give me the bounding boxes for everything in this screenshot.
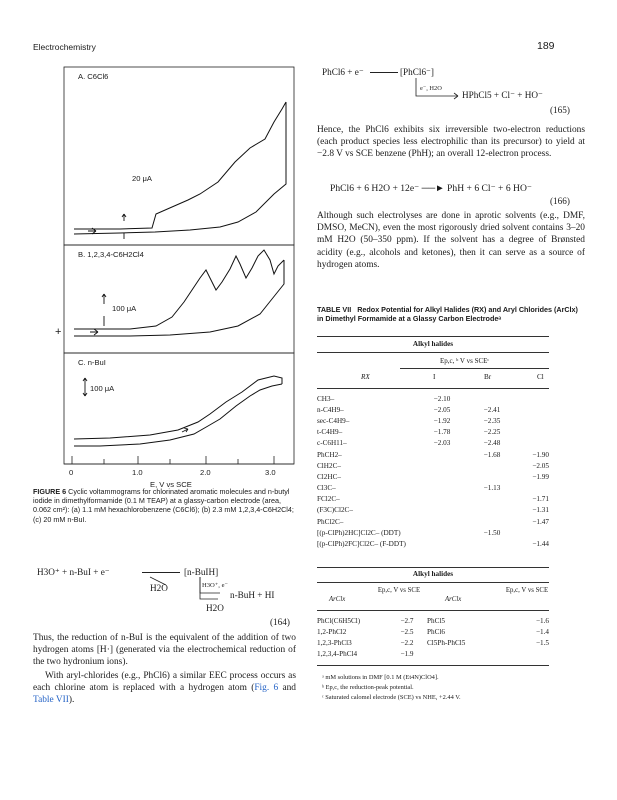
scheme-164-water-a: H2O	[150, 583, 168, 593]
table-cell	[417, 527, 467, 538]
table-rule	[317, 567, 549, 568]
table-top-rule	[317, 336, 549, 337]
table-cell: 1,2,3-PhCl3	[317, 638, 352, 647]
table-cell: −1.44	[532, 540, 549, 549]
panel-b-scale-label: 100 μA	[112, 304, 137, 313]
table-cell	[417, 516, 467, 527]
table-row	[317, 516, 549, 527]
col-header-cl: Cl	[537, 373, 544, 381]
table-cell: FCl2C–	[317, 495, 340, 504]
table-bottom-rule	[317, 665, 549, 666]
scheme-164-reagent: H3O⁺, e⁻	[202, 582, 229, 589]
table-cell: (F3C)Cl2C–	[317, 506, 353, 515]
table-cell: PhCl5	[427, 616, 445, 625]
panel-b-label: B. 1,2,3,4-C6H2Cl4	[78, 250, 144, 259]
table-cell: −1.6	[535, 616, 549, 625]
table-rule	[400, 368, 549, 369]
panel-b-frame	[64, 245, 294, 353]
scheme-164-arrow	[142, 572, 180, 573]
table-row	[317, 615, 549, 626]
table-cell: c-C6H11–	[317, 439, 347, 448]
table-cell: −1.47	[532, 517, 549, 526]
table-cell	[517, 438, 549, 449]
table-cell: −1.31	[532, 506, 549, 515]
panel-a-frame	[64, 67, 294, 245]
equation-166-number: (166)	[550, 196, 570, 206]
table-cell: −2.35	[483, 416, 501, 425]
table-section-aryl: Alkyl halides	[412, 570, 454, 578]
table-cell: PhCl6	[427, 627, 445, 636]
table-cell: PhCH2–	[317, 450, 342, 459]
table-row	[317, 471, 549, 482]
table-cell	[467, 393, 517, 404]
aryl-chlorides-table	[317, 615, 549, 660]
voltammogram-figure	[60, 64, 298, 496]
equation-166: PhCl6 + 6 H2O + 12e⁻ ──► PhH + 6 Cl⁻ + 6 HO⁻	[330, 183, 532, 194]
table-label: TABLE VII	[317, 305, 352, 314]
table-row	[317, 449, 549, 460]
table-cell: −1.50	[483, 528, 501, 537]
scheme-165-product: HPhCl5 + Cl⁻ + HO⁻	[462, 90, 543, 100]
table-row	[317, 505, 549, 516]
table-rule	[317, 582, 549, 583]
paragraph-hexachlorobenzene: Hence, the PhCl6 exhibits six irreversible two-electron reductions (each product species less electrophilic than its precursor) to yield at −2.8 V vs SCE benzene (PhH); an overall 12-electron process.	[317, 125, 585, 160]
table-cell: −1.78	[433, 428, 451, 437]
table-cell	[467, 494, 517, 505]
table-cell: −1.68	[483, 450, 501, 459]
table-cell	[467, 505, 517, 516]
x-tick-label: 0	[69, 468, 74, 477]
panel-b-arrow	[90, 329, 98, 335]
fig-6-link[interactable]: Fig. 6	[254, 683, 279, 694]
table-cell: −1.5	[535, 638, 549, 647]
table-rule	[317, 610, 549, 611]
paragraph-text: With aryl-chlorides (e.g., PhCl6) a similar EEC process occurs as each chlorine atom is replaced with a hydrogen atom (	[33, 671, 296, 694]
x-tick-label: 1.0	[132, 468, 143, 477]
table-cell: ClH2C–	[317, 461, 341, 470]
table-row	[317, 404, 549, 415]
equation-164-number: (164)	[270, 617, 290, 627]
table-cell: PhCl2C–	[317, 517, 344, 526]
table-row	[317, 527, 549, 538]
table-rule	[317, 352, 549, 353]
scheme-164-intermediate: [n-BuIH]	[184, 567, 219, 577]
alkyl-halides-table	[317, 393, 549, 550]
table-cell	[417, 460, 467, 471]
table-cell	[417, 471, 467, 482]
table-row	[317, 427, 549, 438]
table-cell	[467, 516, 517, 527]
col-header-rx: RX	[361, 373, 370, 381]
table-row	[317, 483, 549, 494]
panel-c-scale-bar	[83, 378, 87, 396]
table-cell: −1.90	[532, 450, 549, 459]
table-cell	[517, 393, 549, 404]
x-axis-ticks	[72, 456, 274, 464]
col-header-arclx-2: ArClx	[445, 596, 462, 603]
panel-a-curve	[74, 102, 286, 234]
panel-c-arrow	[182, 428, 188, 432]
table-cell	[467, 460, 517, 471]
table-section-alkyl: Alkyl halides	[412, 340, 454, 348]
table-row	[317, 494, 549, 505]
table-cell: −1.99	[532, 472, 549, 481]
table-cell: Cl2HC–	[317, 472, 341, 481]
table-cell: −2.7	[400, 616, 414, 625]
table-cell	[517, 427, 549, 438]
col-header-i: I	[433, 373, 436, 381]
x-tick-label: 3.0	[265, 468, 276, 477]
table-cell: −1.4	[535, 627, 549, 636]
panel-b-plus-sign: +	[55, 326, 62, 338]
table-cell: Cl3C–	[317, 484, 336, 493]
table-cell: PhCl(C6H5Cl)	[317, 616, 361, 625]
table-rule	[317, 388, 549, 389]
table-row	[317, 637, 549, 648]
table-row	[317, 460, 549, 471]
table-cell: −2.10	[433, 394, 451, 403]
table-cell	[517, 415, 549, 426]
table-cell	[517, 483, 549, 494]
table-footnote-a: ᵃ mM solutions in DMF [0.1 M (Et4N)ClO4].	[322, 674, 439, 681]
page-number: 189	[537, 40, 555, 52]
paragraph-aryl-chlorides	[33, 670, 296, 707]
paragraph-aprotic-solvents: Although such electrolyses are done in aprotic solvents (e.g., DMF, DMSO, MeCN), even the most rigorously dried solvent contains 3–20 mM H2O (50–350 ppm). If the solvent has a degree of Brønsted acidity (e.g., alcohols and ketones), then it can serve as a source of hydrogen atoms.	[317, 211, 585, 270]
col-header-arclx: ArClx	[329, 596, 346, 603]
table-footnote-c: ᶜ Saturated calomel electrode (SCE) vs NHE, +2.44 V.	[322, 694, 461, 701]
table-cell: −2.2	[400, 638, 414, 647]
paragraph-reduction-nbui: Thus, the reduction of n-BuI is the equivalent of the addition of two hydrogen atoms [H·] (generated via the electrochemical reduction of the two hydronium ions).	[33, 633, 296, 668]
table-body-aryl	[317, 615, 549, 660]
table-cell: t-C4H9–	[317, 428, 343, 437]
figure-caption	[33, 487, 296, 524]
table-row	[317, 538, 549, 549]
table-cell: −2.05	[532, 461, 549, 470]
panel-a-scale-bar	[122, 214, 126, 239]
panel-a-scale-label: 20 μA	[132, 174, 152, 183]
panel-a-label: A. C6Cl6	[78, 72, 109, 81]
col-header-epc-2: Ep,c, V vs SCE	[505, 587, 549, 594]
table-cell	[417, 494, 467, 505]
table-cell: [(p-ClPh)2HC]Cl2C– (DDT)	[317, 528, 401, 537]
table-cell	[517, 404, 549, 415]
panel-b-curve	[74, 250, 284, 336]
table-body-alkyl	[317, 393, 549, 550]
table-cell: 1,2,3,4-PhCl4	[317, 650, 358, 659]
table-row	[317, 438, 549, 449]
panel-c-scale-label: 100 μA	[90, 384, 115, 393]
table-cell	[417, 505, 467, 516]
table-cell	[517, 527, 549, 538]
table-subhead: Ep,c, ᵇ V vs SCEᶜ	[440, 357, 490, 365]
table-row	[317, 415, 549, 426]
table-cell: −1.13	[483, 484, 501, 493]
paragraph-text: and	[278, 683, 296, 694]
table-cell	[467, 471, 517, 482]
table-title-text: Redox Potential for Alkyl Halides (RX) and Aryl Chlorides (ArClx) in Dimethyl Formamide at a Glassy Carbon Electrodeᵃ	[317, 305, 578, 323]
table-cell: −2.48	[483, 439, 501, 448]
table-row	[317, 393, 549, 404]
table-cell: Cl5Ph-PhCl5	[427, 638, 466, 647]
table-cell: −2.5	[400, 627, 414, 636]
panel-c-label: C. n-BuI	[78, 358, 106, 367]
table-footnote-b: ᵇ Ep,c, the reduction-peak potential.	[322, 684, 414, 691]
table-cell: [(p-ClPh)2FC]Cl2C– (F-DDT)	[317, 540, 406, 549]
table-row	[317, 626, 549, 637]
table-cell: −2.41	[483, 405, 501, 414]
table-cell: CH3–	[317, 394, 335, 403]
paragraph-text: ).	[68, 695, 75, 706]
table-cell: −1.92	[433, 416, 451, 425]
scheme-165-intermediate: [PhCl6⁻]	[400, 67, 434, 77]
table-cell	[417, 483, 467, 494]
table-row	[317, 649, 549, 660]
equation-165-number: (165)	[550, 105, 570, 115]
table-cell	[417, 538, 467, 549]
scheme-165-reactants: PhCl6 + e⁻	[322, 67, 364, 77]
x-axis-label: E, V vs SCE	[150, 480, 192, 489]
table-cell: n-C4H9–	[317, 405, 344, 414]
caption-label: FIGURE 6	[33, 487, 67, 496]
table-title	[317, 305, 585, 323]
scheme-164-product: n-BuH + HI	[230, 590, 275, 600]
table-cell	[417, 449, 467, 460]
col-header-br: Br	[484, 373, 492, 381]
table-cell: −1.71	[532, 495, 549, 504]
table-cell: sec-C4H9–	[317, 416, 350, 425]
table-cell: −2.25	[483, 428, 501, 437]
table-cell: −2.05	[433, 405, 451, 414]
table-cell: −2.03	[433, 439, 451, 448]
panel-c-frame	[64, 353, 294, 464]
running-title: Electrochemistry	[33, 42, 96, 52]
table-cell	[427, 649, 501, 660]
table-cell: 1,2-PhCl2	[317, 627, 347, 636]
table-cell	[467, 538, 517, 549]
scheme-164-reactants: H3O⁺ + n-BuI + e⁻	[37, 567, 110, 577]
col-header-epc: Ep,c, V vs SCE	[377, 587, 421, 594]
table-cell	[501, 649, 549, 660]
table-vii-link[interactable]: Table VII	[33, 695, 69, 706]
x-tick-label: 2.0	[200, 468, 211, 477]
figure-6	[55, 64, 298, 496]
caption-text: Cyclic voltammograms for chlorinated aromatic molecules and n-butyl iodide in dimethylformamide (0.1 M TEAP) at a glassy-carbon electrode (area, 0.062 cm²): (a) 1.1 mM hexachlorobenzene (C6Cl6); (b) 2.3 mM 1,2,3,4-C6H2Cl4; (c) 20 mM n-BuI.	[33, 487, 294, 524]
panel-b-scale-bar	[102, 294, 106, 326]
table-cell: −1.9	[400, 650, 414, 659]
scheme-164-water-b: H2O	[206, 603, 224, 613]
scheme-165-reagent: e⁻, H2O	[420, 85, 442, 92]
scheme-165-arrow	[370, 72, 398, 73]
